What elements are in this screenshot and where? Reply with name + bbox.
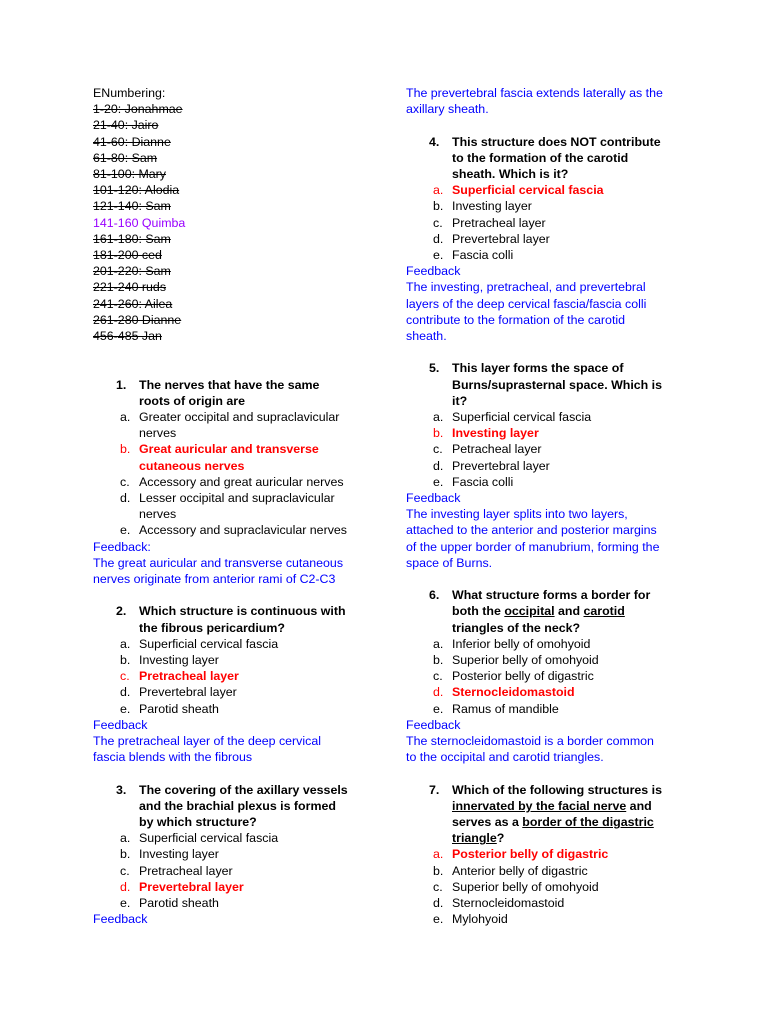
feedback-text: layers of the deep cervical fascia/fascia colli — [406, 296, 647, 311]
question-7 — [406, 782, 681, 928]
option-d-correct — [93, 879, 368, 895]
feedback-text: The pretracheal layer of the deep cervical — [93, 734, 321, 749]
option-letter: b. — [120, 442, 131, 457]
numbering-item: 161-180: Sam — [93, 231, 171, 246]
numbering-title: ENumbering: — [93, 86, 166, 100]
option-letter: d. — [120, 879, 131, 894]
feedback-text: The prevertebral fascia extends laterally as the — [406, 86, 663, 100]
option-letter: d. — [120, 491, 131, 506]
question-number: 7. — [429, 782, 440, 797]
stem-line: This layer forms the space of — [452, 361, 624, 376]
feedback-text: nerves originate from anterior rami of C2-C3 — [93, 572, 336, 587]
option-letter: a. — [120, 831, 131, 846]
feedback-text: sheath. — [406, 329, 447, 344]
option-text: Superior belly of omohyoid — [452, 653, 599, 668]
option-letter: c. — [433, 669, 443, 684]
feedback-label: Feedback: — [93, 539, 151, 554]
option-c — [93, 474, 368, 490]
numbering-list — [93, 85, 368, 344]
option-text: Investing layer — [139, 653, 219, 668]
option-letter: d. — [120, 685, 131, 700]
option-c — [406, 441, 681, 457]
option-a-correct — [406, 846, 681, 862]
option-text: Superficial cervical fascia — [139, 831, 279, 846]
option-d — [406, 458, 681, 474]
option-text: Sternocleidomastoid — [452, 685, 575, 700]
option-b — [406, 198, 681, 214]
question-3 — [93, 782, 368, 928]
option-text: Prevertebral layer — [452, 231, 550, 246]
feedback-text: to the occipital and carotid triangles. — [406, 750, 604, 765]
question-stem — [406, 587, 681, 636]
option-b — [406, 863, 681, 879]
numbering-item: 456-485 Jan — [93, 329, 162, 344]
option-letter: e. — [433, 701, 444, 716]
question-number: 1. — [116, 377, 127, 392]
option-letter: e. — [120, 701, 131, 716]
stem-underlined: triangle — [452, 831, 497, 846]
stem-fragment: and — [554, 604, 584, 619]
option-letter: b. — [433, 863, 444, 878]
option-letter: a. — [433, 410, 444, 425]
question-4 — [406, 134, 681, 345]
feedback-text: fascia blends with the fibrous — [93, 750, 253, 765]
option-c — [406, 879, 681, 895]
option-letter: c. — [433, 879, 443, 894]
feedback-label: Feedback — [406, 717, 461, 732]
stem-line: The covering of the axillary vessels — [139, 782, 348, 797]
option-text: Prevertebral layer — [139, 685, 237, 700]
option-e — [93, 895, 368, 911]
stem-line: triangles of the neck? — [452, 620, 581, 635]
option-text: Investing layer — [452, 426, 539, 441]
option-letter: b. — [120, 847, 131, 862]
stem-line: Which of the following structures is — [452, 782, 662, 797]
option-a — [93, 409, 368, 441]
option-text: Fascia colli — [452, 248, 514, 263]
option-text: Anterior belly of digastric — [452, 863, 588, 878]
option-text: Superficial cervical fascia — [139, 636, 279, 651]
question-1 — [93, 377, 368, 588]
question-stem — [93, 377, 368, 409]
option-letter: c. — [433, 215, 443, 230]
numbering-item: 81-100: Mary — [93, 167, 167, 182]
option-letter: b. — [433, 199, 444, 214]
numbering-item: 241-260: Ailea — [93, 296, 173, 311]
option-text: Investing layer — [139, 847, 219, 862]
option-b — [93, 846, 368, 862]
stem-underlined: border of the digastric — [522, 815, 654, 830]
option-a — [93, 830, 368, 846]
option-text: Fascia colli — [452, 474, 514, 489]
stem-line: sheath. Which is it? — [452, 167, 569, 181]
question-stem — [93, 603, 368, 635]
question-stem — [406, 360, 681, 409]
stem-line: to the formation of the carotid — [452, 150, 629, 165]
option-letter: a. — [433, 847, 444, 862]
option-e — [406, 474, 681, 490]
option-b-correct — [406, 425, 681, 441]
stem-line: the fibrous pericardium? — [139, 620, 285, 635]
option-c — [93, 863, 368, 879]
numbering-item: 41-60: Dianne — [93, 134, 171, 149]
option-a-correct — [406, 182, 681, 198]
feedback-label: Feedback — [93, 717, 148, 732]
option-text: Superficial cervical fascia — [452, 410, 592, 425]
option-d — [93, 490, 368, 522]
stem-line: and the brachial plexus is formed — [139, 798, 336, 813]
option-d — [406, 895, 681, 911]
option-letter: c. — [433, 442, 443, 457]
option-text: Investing layer — [452, 199, 532, 214]
option-text: Petracheal layer — [452, 442, 542, 457]
question-number: 6. — [429, 588, 440, 603]
option-text: Parotid sheath — [139, 896, 219, 911]
question-stem — [406, 134, 681, 183]
feedback-text: The sternocleidomastoid is a border common — [406, 734, 654, 749]
feedback-text: The investing, pretracheal, and prevertebral — [406, 280, 646, 295]
right-column — [406, 85, 681, 928]
option-letter: c. — [120, 474, 130, 489]
option-letter: d. — [433, 458, 444, 473]
stem-line — [452, 814, 681, 830]
question-number: 5. — [429, 361, 440, 376]
option-letter: e. — [433, 474, 444, 489]
option-e — [406, 247, 681, 263]
option-c — [406, 668, 681, 684]
option-text: Posterior belly of digastric — [452, 847, 609, 862]
feedback-label: Feedback — [406, 264, 461, 279]
numbering-item: 121-140: Sam — [93, 199, 171, 214]
numbering-item: 101-120: Alodia — [93, 183, 180, 198]
option-text: Lesser occipital and supraclavicular — [139, 491, 335, 506]
option-text: Posterior belly of digastric — [452, 669, 594, 684]
stem-fragment: serves as a — [452, 815, 523, 830]
option-d-correct — [406, 684, 681, 700]
option-a — [406, 636, 681, 652]
option-text: Prevertebral layer — [452, 458, 550, 473]
option-text: Great auricular and transverse — [139, 442, 319, 457]
option-letter: e. — [120, 896, 131, 911]
stem-fragment: and — [626, 798, 652, 813]
stem-fragment: both the — [452, 604, 505, 619]
stem-underlined: innervated by the facial nerve — [452, 798, 627, 813]
question-6 — [406, 587, 681, 765]
option-letter: e. — [120, 523, 131, 538]
option-text: Parotid sheath — [139, 701, 219, 716]
stem-fragment: ? — [496, 831, 505, 846]
stem-line: Which structure is continuous with — [139, 604, 346, 619]
option-letter: e. — [433, 248, 444, 263]
feedback-text: axillary sheath. — [406, 102, 489, 117]
left-column — [93, 85, 368, 928]
option-letter: c. — [120, 669, 130, 684]
numbering-item: 1-20: Jonahmae — [93, 102, 183, 117]
option-text: Inferior belly of omohyoid — [452, 636, 591, 651]
option-letter: d. — [433, 231, 444, 246]
option-letter: b. — [433, 426, 444, 441]
feedback-text: The great auricular and transverse cutaneous — [93, 555, 344, 570]
option-d — [406, 231, 681, 247]
option-e — [406, 701, 681, 717]
question-2 — [93, 603, 368, 765]
option-letter: a. — [433, 636, 444, 651]
option-b-correct — [93, 441, 368, 473]
option-text: Greater occipital and supraclavicular — [139, 410, 340, 425]
option-text: nerves — [139, 507, 177, 522]
numbering-item: 21-40: Jairo — [93, 118, 159, 133]
stem-line — [452, 603, 681, 619]
option-text: Ramus of mandible — [452, 701, 559, 716]
numbering-item: 261-280 Dianne — [93, 312, 182, 327]
option-text: Mylohyoid — [452, 912, 508, 927]
option-letter: a. — [433, 183, 444, 198]
option-text: Sternocleidomastoid — [452, 896, 565, 911]
feedback-text: attached to the anterior and posterior margins — [406, 523, 657, 538]
question-number: 3. — [116, 782, 127, 797]
option-e — [93, 522, 368, 538]
option-a — [406, 409, 681, 425]
option-e — [93, 701, 368, 717]
feedback-text: contribute to the formation of the carotid — [406, 312, 626, 327]
question-stem — [93, 782, 368, 831]
option-e — [406, 911, 681, 927]
stem-underlined: occipital — [504, 604, 555, 619]
option-c-correct — [93, 668, 368, 684]
option-text: Accessory and great auricular nerves — [139, 474, 344, 489]
stem-line — [452, 830, 681, 846]
option-text: nerves — [139, 426, 177, 441]
option-a — [93, 636, 368, 652]
option-b — [93, 652, 368, 668]
feedback-text: The investing layer splits into two layers, — [406, 507, 628, 522]
question-number: 2. — [116, 604, 127, 619]
feedback-text: of the upper border of manubrium, forming the — [406, 539, 660, 554]
option-letter: d. — [433, 896, 444, 911]
option-text: Superior belly of omohyoid — [452, 879, 599, 894]
option-text: Prevertebral layer — [139, 879, 244, 894]
question-number: 4. — [429, 134, 440, 149]
numbering-item: 181-200 ced — [93, 248, 162, 263]
option-letter: e. — [433, 912, 444, 927]
option-text: Superficial cervical fascia — [452, 183, 604, 198]
option-text: cutaneous nerves — [139, 458, 245, 473]
option-letter: b. — [433, 653, 444, 668]
option-d — [93, 684, 368, 700]
option-letter: a. — [120, 410, 131, 425]
feedback-label: Feedback — [93, 912, 148, 927]
numbering-item: 221-240 ruds — [93, 280, 167, 295]
option-c — [406, 215, 681, 231]
question-stem — [406, 782, 681, 847]
stem-line — [452, 798, 681, 814]
option-text: Pretracheal layer — [139, 669, 239, 684]
stem-line: by which structure? — [139, 815, 257, 830]
option-text: Accessory and supraclavicular nerves — [139, 523, 347, 538]
option-letter: c. — [120, 863, 130, 878]
option-letter: b. — [120, 653, 131, 668]
feedback-text: space of Burns. — [406, 555, 493, 570]
stem-underlined: carotid — [583, 604, 625, 619]
question-5 — [406, 360, 681, 571]
option-b — [406, 652, 681, 668]
stem-line: Burns/suprasternal space. Which is — [452, 377, 663, 392]
numbering-item: 61-80: Sam — [93, 150, 158, 165]
option-text: Pretracheal layer — [139, 863, 233, 878]
stem-line: This structure does NOT contribute — [452, 134, 661, 149]
numbering-item: 201-220: Sam — [93, 264, 171, 279]
option-text: Pretracheal layer — [452, 215, 546, 230]
option-letter: d. — [433, 685, 444, 700]
option-letter: a. — [120, 636, 131, 651]
numbering-item: 141-160 Quimba — [93, 215, 186, 230]
stem-line: What structure forms a border for — [452, 588, 651, 603]
feedback-label: Feedback — [406, 491, 461, 506]
stem-line: roots of origin are — [139, 393, 246, 408]
stem-line: The nerves that have the same — [139, 377, 320, 392]
stem-line: it? — [452, 393, 468, 408]
